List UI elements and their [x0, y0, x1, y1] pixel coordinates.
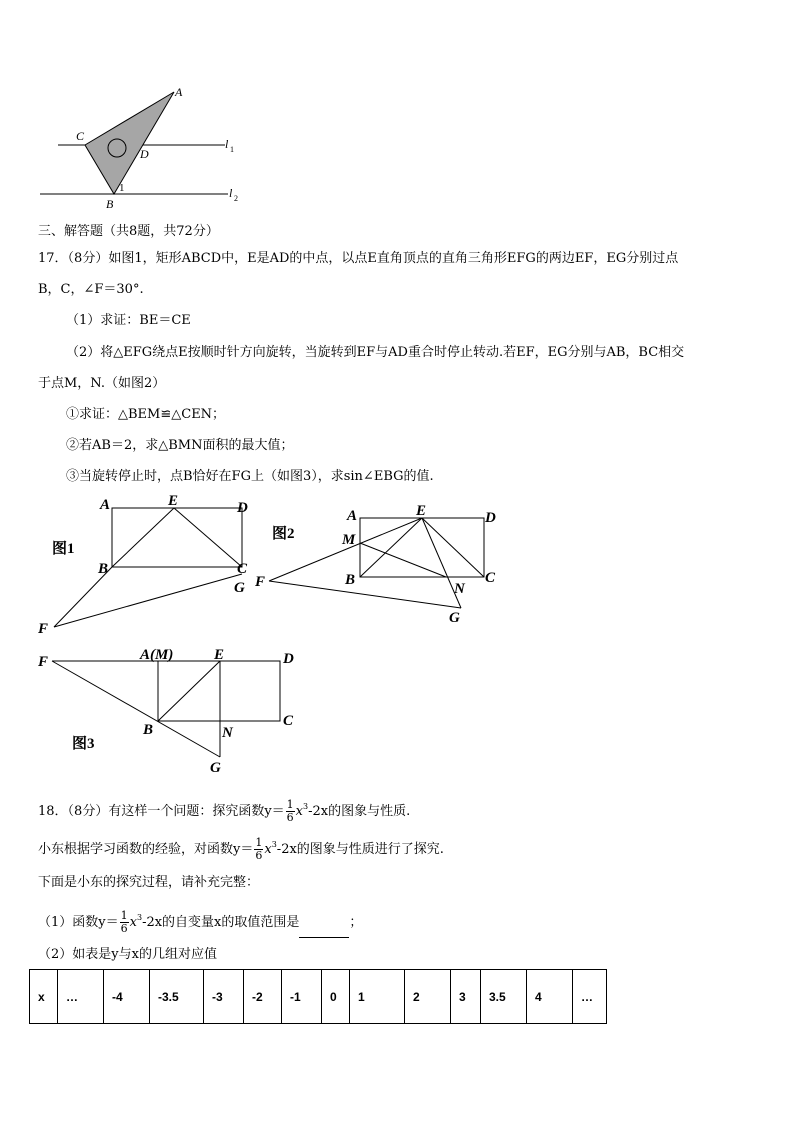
- fig3-label-G: G: [210, 760, 221, 776]
- label-B: B: [106, 197, 114, 211]
- fraction: $\frac{1}{6}$: [255, 836, 263, 862]
- q17-part2-line2: 于点M，N.（如图2）: [38, 376, 166, 391]
- table-cell: x: [30, 970, 58, 1024]
- label-l2-sub: 2: [234, 194, 238, 203]
- answer-blank[interactable]: [299, 925, 349, 938]
- fig1-label-D: D: [237, 500, 248, 516]
- fig3-caption: 图3: [72, 736, 95, 752]
- fig3-label-D: D: [283, 651, 294, 667]
- table-cell: 0: [322, 970, 350, 1024]
- q17-part2-line1: （2）将△EFG绕点E按顺时针方向旋转，当旋转到EF与AD重合时停止转动.若EF，EG分别与AB，BC相交: [66, 345, 685, 360]
- fig2-label-B: B: [345, 572, 356, 588]
- label-l2: l: [229, 186, 233, 200]
- fig3-label-B: B: [143, 722, 154, 738]
- table-cell: -3: [204, 970, 244, 1024]
- label-angle-1: 1: [119, 182, 125, 194]
- fig1-label-B: B: [98, 561, 109, 577]
- figure-3: [30, 642, 310, 777]
- label-A: A: [175, 85, 183, 99]
- table-cell: -4: [104, 970, 150, 1024]
- values-table: [29, 969, 607, 1024]
- fig1-label-G: G: [234, 580, 245, 596]
- q17-line1: 17．（8分）如图1，矩形ABCD中，E是AD的中点，以点E直角顶点的直角三角形EFG的两边EF，EG分别过点: [38, 251, 679, 266]
- fig1-label-F: F: [38, 621, 49, 637]
- table-cell: 4: [527, 970, 573, 1024]
- q17-line2: B，C，∠F＝30°.: [38, 282, 144, 297]
- fig2-label-F: F: [255, 574, 266, 590]
- table-cell: -3.5: [150, 970, 204, 1024]
- fig1-caption: 图1: [52, 541, 75, 557]
- fig2-label-M: M: [342, 532, 356, 548]
- label-l1: l: [225, 137, 229, 151]
- label-C: C: [76, 129, 85, 143]
- q17-part1: （1）求证：BE＝CE: [66, 313, 191, 328]
- table-cell: …: [58, 970, 104, 1024]
- fig2-label-D: D: [485, 510, 496, 526]
- label-D: D: [140, 147, 149, 161]
- fig2-caption: 图2: [272, 526, 295, 542]
- table-cell: -1: [282, 970, 322, 1024]
- table-cell: 3.5: [481, 970, 527, 1024]
- fig1-label-C: C: [237, 561, 248, 577]
- figure-1: [30, 488, 260, 638]
- q17-sub2: ②若AB＝2，求△BMN面积的最大值；: [66, 438, 294, 453]
- q18-line3: 下面是小东的探究过程，请补充完整：: [38, 875, 260, 890]
- fig3-label-AM: A(M): [140, 647, 174, 663]
- table-cell: 3: [451, 970, 481, 1024]
- q18-line2: 小东根据学习函数的经验，对函数y＝ $\frac{1}{6}$ $x^3-2x$的图象与性质进行了探究.: [38, 836, 444, 862]
- table-row: [30, 970, 607, 1024]
- fig3-label-N: N: [222, 725, 233, 741]
- q18-line1: 18．（8分）有这样一个问题：探究函数y＝ $\frac{1}{6}$ $x^3-2x$的图象与性质.: [38, 798, 411, 824]
- table-cell: …: [573, 970, 607, 1024]
- fraction: $\frac{1}{6}$: [120, 909, 128, 935]
- shaded-triangle: [85, 92, 174, 194]
- fraction: $\frac{1}{6}$: [286, 798, 294, 824]
- q18-part2: （2）如表是y与x的几组对应值: [38, 947, 217, 962]
- fig3-label-C: C: [283, 713, 294, 729]
- table-cell: 2: [405, 970, 451, 1024]
- q17-sub3: ③当旋转停止时，点B恰好在FG上（如图3），求sin∠EBG的值.: [66, 469, 434, 484]
- label-l1-sub: 1: [230, 145, 234, 154]
- fig1-label-A: A: [100, 497, 111, 513]
- fig1-label-E: E: [168, 493, 179, 509]
- figure-2: [255, 500, 515, 630]
- fig3-label-E: E: [214, 647, 225, 663]
- table-cell: -2: [244, 970, 282, 1024]
- parallel-lines-figure: [30, 80, 260, 215]
- fig2-label-E: E: [416, 503, 427, 519]
- fig2-label-G: G: [449, 610, 460, 626]
- fig2-label-C: C: [485, 570, 496, 586]
- q17-sub1: ①求证：△BEM≌△CEN；: [66, 407, 226, 422]
- fig3-label-F: F: [38, 654, 49, 670]
- fig2-label-N: N: [454, 581, 465, 597]
- section-heading: 三、解答题（共8题，共72分）: [38, 224, 219, 239]
- q18-part1: （1）函数y＝ $\frac{1}{6}$ $x^3-2x$的自变量x的取值范围是 ；: [38, 903, 362, 938]
- table-cell: 1: [350, 970, 405, 1024]
- fig2-label-A: A: [347, 508, 358, 524]
